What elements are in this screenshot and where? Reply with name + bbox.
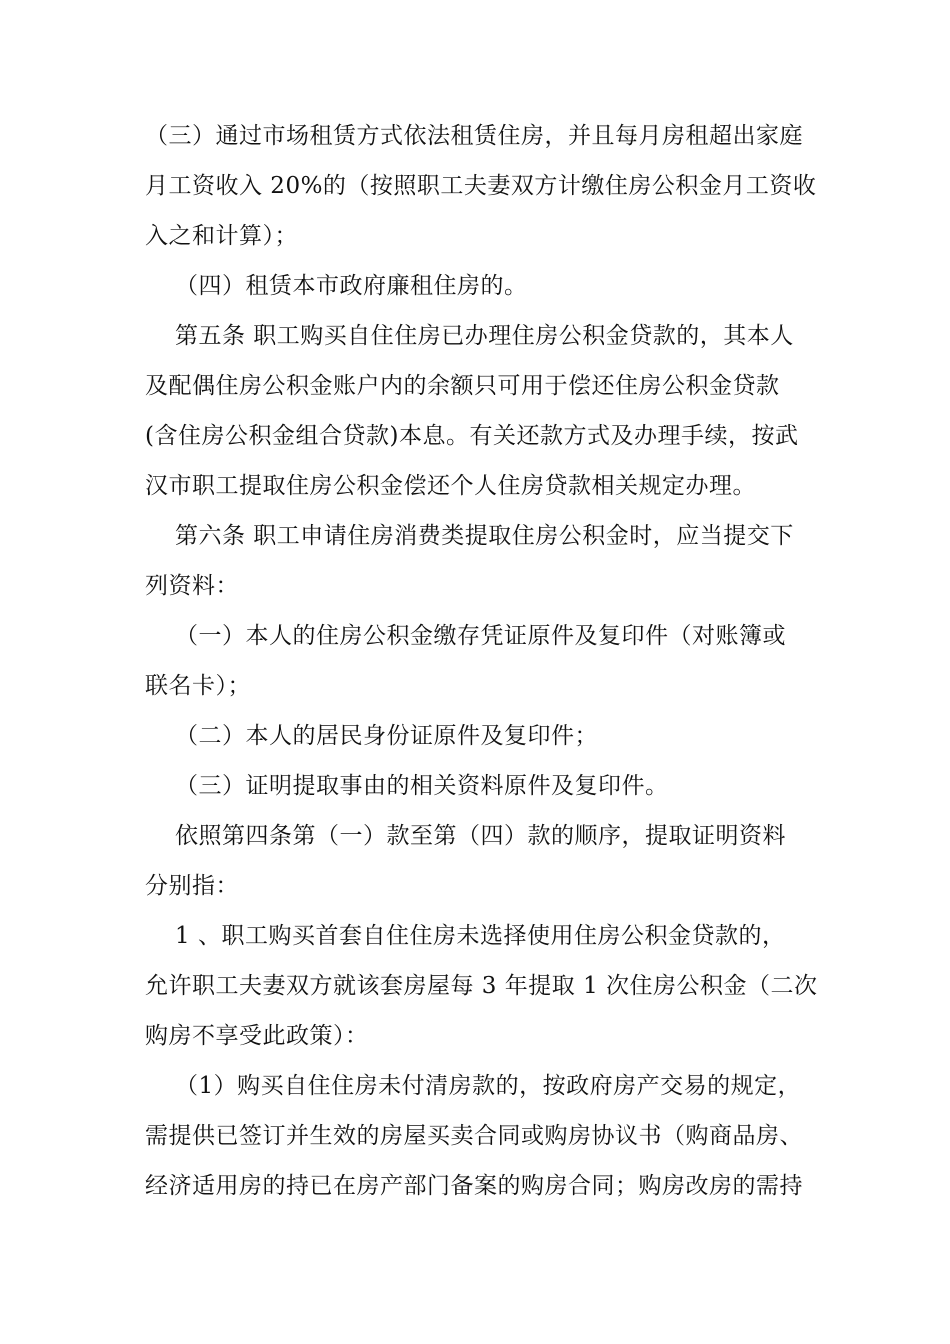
text-line: 第六条 职工申请住房消费类提取住房公积金时，应当提交下 <box>175 523 794 549</box>
text-line: 经济适用房的持已在房产部门备案的购房合同；购房改房的需持 <box>145 1173 803 1199</box>
text-line: (含住房公积金组合贷款)本息。有关还款方式及办理手续，按武 <box>145 423 799 449</box>
text-line: 分别指： <box>145 873 239 899</box>
text-line: 汉市职工提取住房公积金偿还个人住房贷款相关规定办理。 <box>145 473 756 499</box>
text-line: （三）证明提取事由的相关资料原件及复印件。 <box>175 773 669 799</box>
text-line: 允许职工夫妻双方就该套房屋每 3 年提取 1 次住房公积金（二次 <box>145 973 818 999</box>
text-line: 月工资收入 20%的（按照职工夫妻双方计缴住房公积金月工资收 <box>145 173 817 199</box>
text-line: 第五条 职工购买自住住房已办理住房公积金贷款的，其本人 <box>175 323 794 349</box>
text-line: 依照第四条第（一）款至第（四）款的顺序，提取证明资料 <box>175 823 786 849</box>
text-line: 及配偶住房公积金账户内的余额只可用于偿还住房公积金贷款 <box>145 373 780 399</box>
text-line: （四）租赁本市政府廉租住房的。 <box>175 273 528 299</box>
text-line: （二）本人的居民身份证原件及复印件； <box>175 723 598 749</box>
text-line: （一）本人的住房公积金缴存凭证原件及复印件（对账簿或 <box>175 623 786 649</box>
text-line: 联名卡）； <box>145 673 251 699</box>
text-line: 购房不享受此政策）： <box>145 1023 369 1049</box>
text-line: 入之和计算）； <box>145 223 298 249</box>
text-line: 列资料： <box>145 573 239 599</box>
text-line: （1）购买自住住房未付清房款的，按政府房产交易的规定， <box>175 1073 802 1099</box>
text-line: 1 、职工购买首套自住住房未选择使用住房公积金贷款的， <box>175 923 786 949</box>
text-line: （三）通过市场租赁方式依法租赁住房，并且每月房租超出家庭 <box>145 123 803 149</box>
text-line: 需提供已签订并生效的房屋买卖合同或购房协议书（购商品房、 <box>145 1123 803 1149</box>
